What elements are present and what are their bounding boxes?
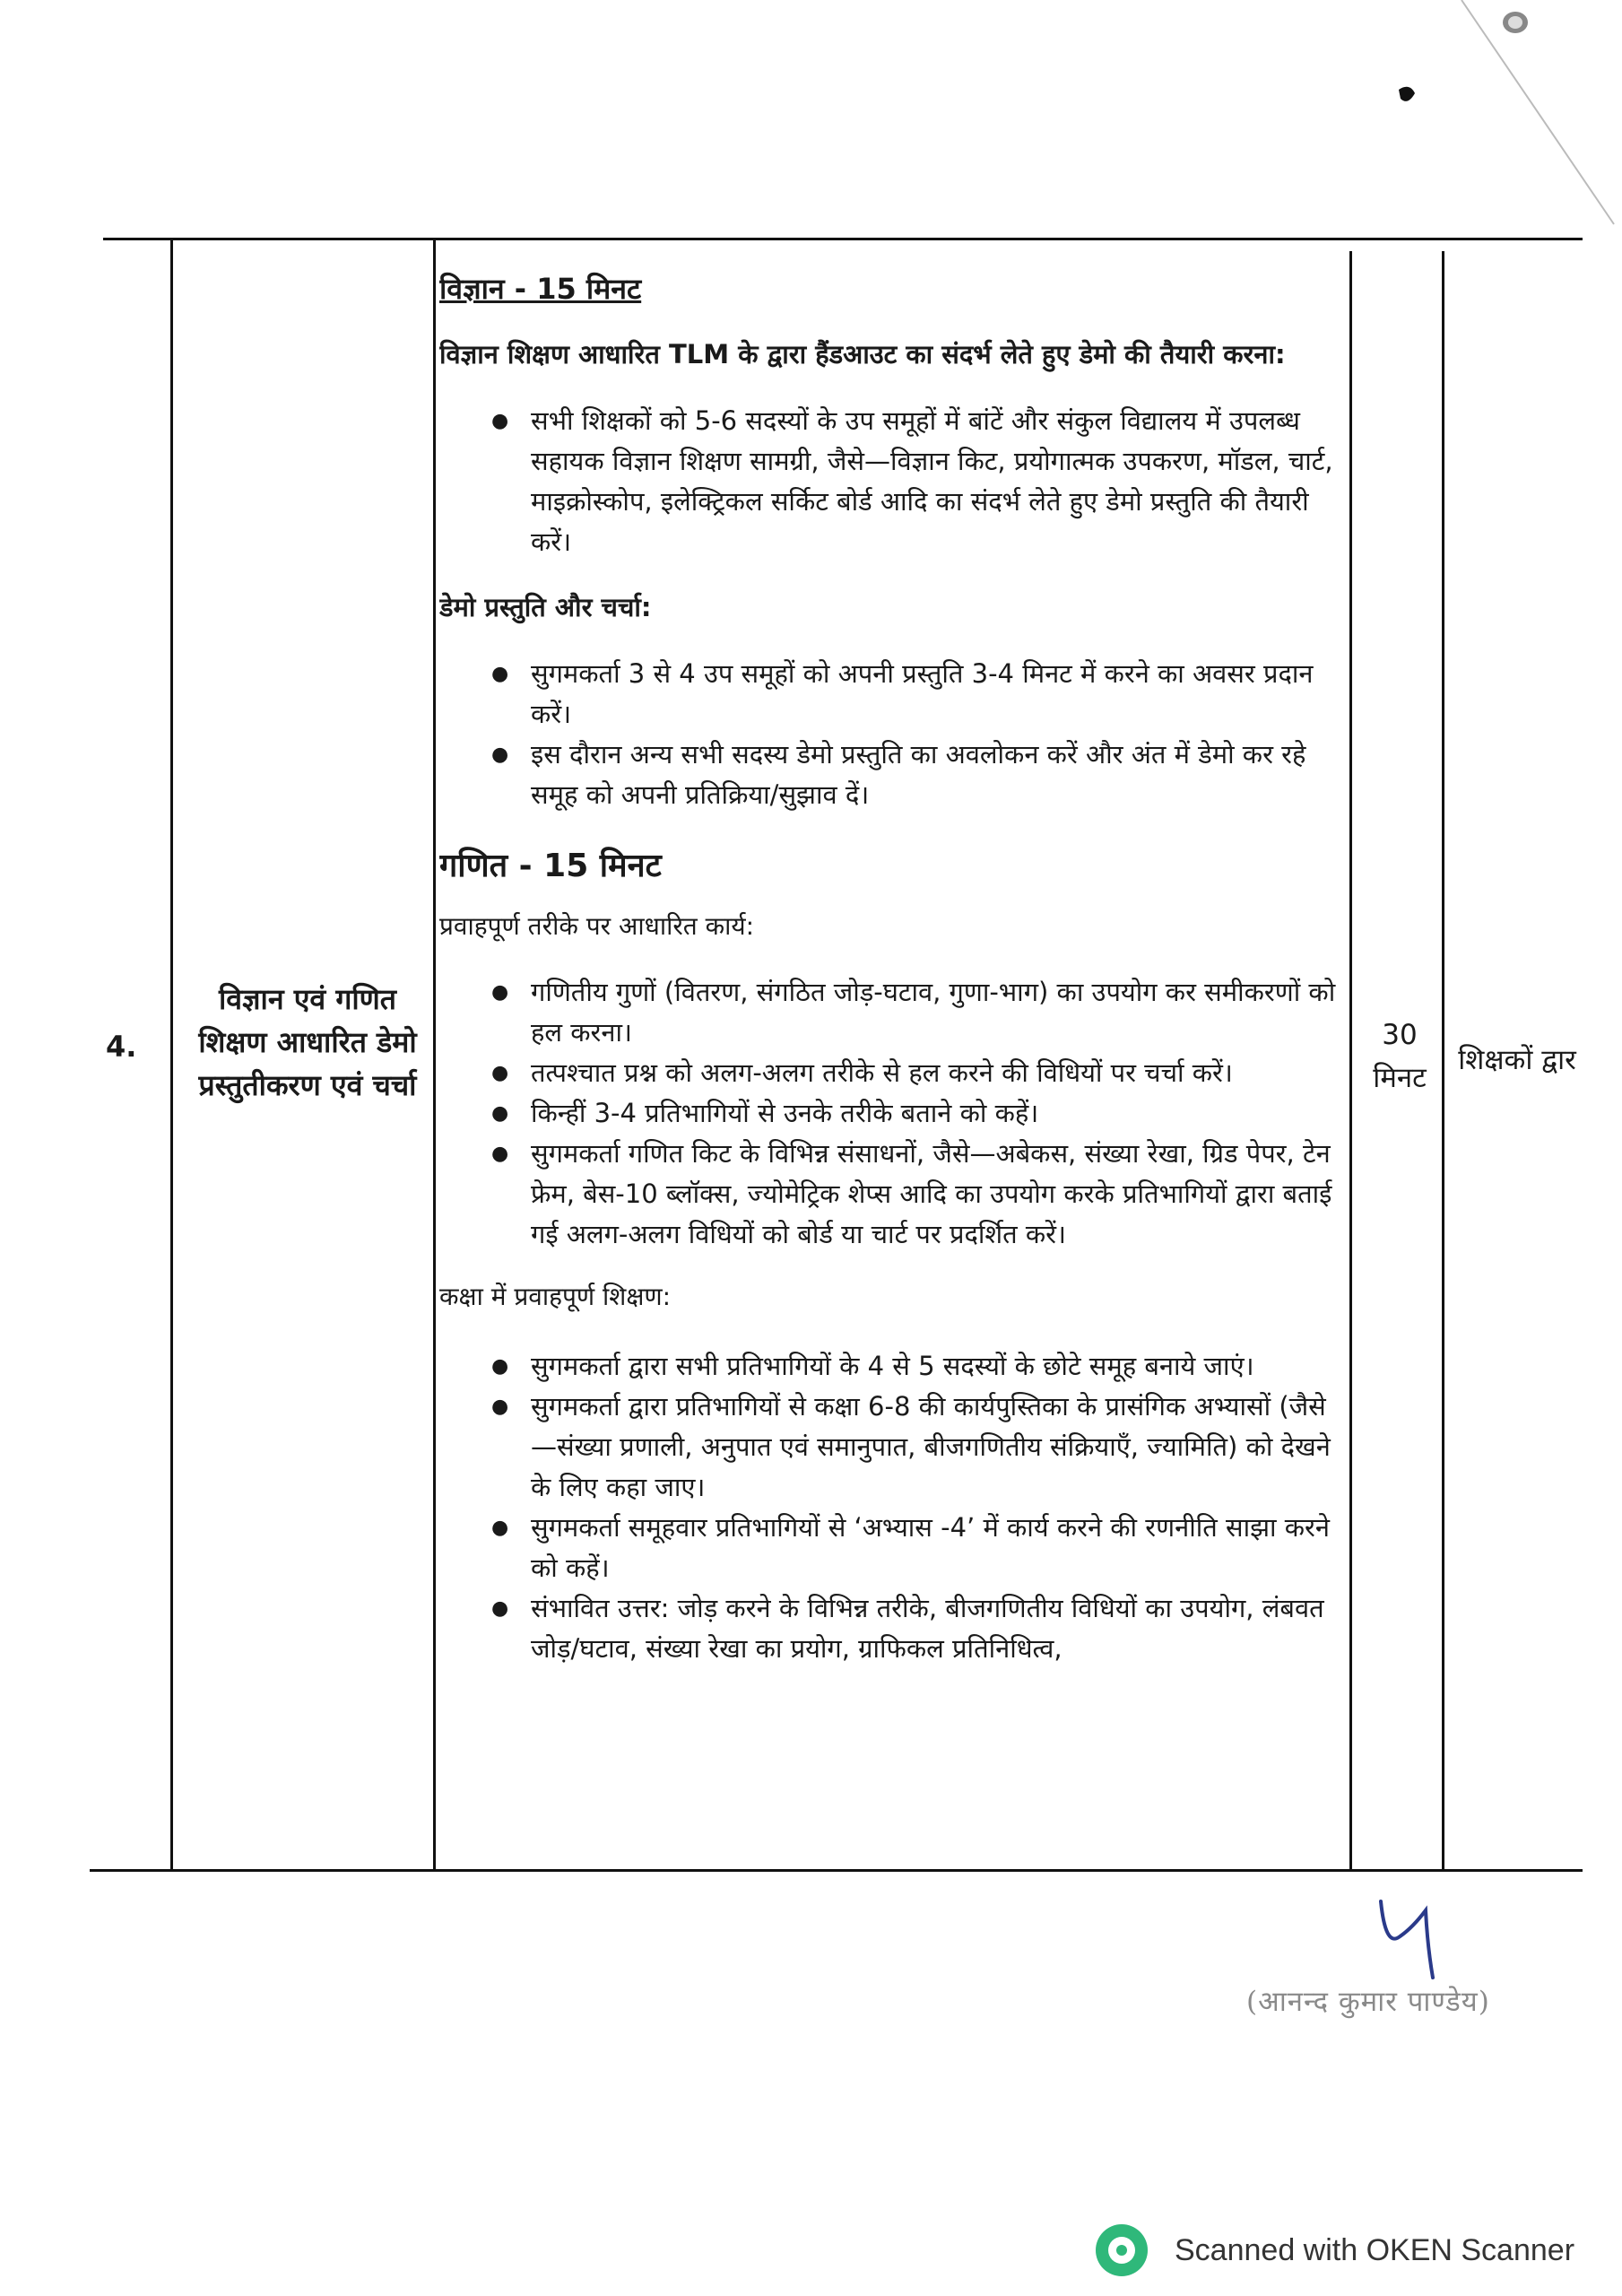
science-heading: विज्ञान - 15 मिनट <box>439 272 642 306</box>
row-number: 4. <box>106 1030 137 1064</box>
list-item: ● किन्हीं 3-4 प्रतिभागियों से उनके तरीके बताने को कहें। <box>439 1093 1345 1134</box>
scanner-watermark <box>1096 2224 1574 2276</box>
math-class-list <box>439 1346 1345 1669</box>
list-item: ● तत्पश्चात प्रश्न को अलग-अलग तरीके से हल करने की विधियों पर चर्चा करें। <box>439 1053 1345 1093</box>
list-item: ● सुगमकर्ता द्वारा सभी प्रतिभागियों के 4 से 5 सदस्यों के छोटे समूह बनाये जाएं। <box>439 1346 1345 1387</box>
list-item: ● सुगमकर्ता द्वारा प्रतिभागियों से कक्षा 6-8 की कार्यपुस्तिका के प्रासंगिक अभ्यासों (जैसे—संख्या प्रणाली, अनुपात एवं समानुपात, बीजगणितीय संक्रियाएँ, ज्यामिति) को देखने के लिए कहा जाए। <box>439 1387 1345 1508</box>
math-flow-list <box>439 972 1345 1255</box>
scan-artifact-marks <box>1345 0 1622 287</box>
scanner-label: Scanned with OKEN Scanner <box>1175 2232 1575 2267</box>
math-flow-title: प्रवाहपूर्ण तरीके पर आधारित कार्य: <box>439 911 755 941</box>
responsibility-cell: शिक्षकों द्वार <box>1458 1044 1576 1076</box>
science-demo-title: डेमो प्रस्तुति और चर्चा: <box>439 592 652 622</box>
science-demo-list <box>439 654 1345 815</box>
list-item: ● गणितीय गुणों (वितरण, संगठित जोड़-घटाव, गुणा-भाग) का उपयोग कर समीकरणों को हल करना। <box>439 972 1345 1053</box>
table-bottom-border <box>90 1869 1583 1872</box>
list-item: ● सुगमकर्ता गणित किट के विभिन्न संसाधनों, जैसे—अबेकस, संख्या रेखा, ग्रिड पेपर, टेन फ्रेम, बेस-10 ब्लॉक्स, ज्योमेट्रिक शेप्स आदि का उपयोग करके प्रतिभागियों द्वारा बताई गई अलग-अलग विधियों को बोर्ड या चार्ट पर प्रदर्शित करें। <box>439 1134 1345 1255</box>
list-item: ● संभावित उत्तर: जोड़ करने के विभिन्न तरीके, बीजगणितीय विधियों का उपयोग, लंबवत जोड़/घटाव, संख्या रेखा का प्रयोग, ग्राफिकल प्रतिनिधित्व, <box>439 1588 1345 1669</box>
table-col-divider-1 <box>170 238 173 1870</box>
topic-line: प्रस्तुतीकरण एवं चर्चा <box>198 1068 417 1102</box>
time-unit: मिनट <box>1373 1062 1427 1094</box>
activity-content <box>439 269 1345 1866</box>
science-task-list <box>439 401 1345 562</box>
math-class-title: कक्षा में प्रवाहपूर्ण शिक्षण: <box>439 1282 672 1311</box>
math-heading: गणित - 15 मिनट <box>439 848 662 884</box>
table-col-divider-3 <box>1349 251 1352 1870</box>
signature-mark <box>1363 1883 1470 1982</box>
scanner-logo-icon <box>1096 2224 1148 2276</box>
list-item: ● सुगमकर्ता समूहवार प्रतिभागियों से ‘अभ्यास -4’ में कार्य करने की रणनीति साझा करने को कहें। <box>439 1508 1345 1588</box>
list-item: ● इस दौरान अन्य सभी सदस्य डेमो प्रस्तुति का अवलोकन करें और अंत में डेमो कर रहे समूह को अपनी प्रतिक्रिया/सुझाव दें। <box>439 735 1345 815</box>
table-top-border <box>103 238 1583 240</box>
time-cell <box>1356 1013 1444 1100</box>
list-item: ● सभी शिक्षकों को 5-6 सदस्यों के उप समूहों में बांटें और संकुल विद्यालय में उपलब्ध सहायक विज्ञान शिक्षण सामग्री, जैसे—विज्ञान किट, प्रयोगात्मक उपकरण, मॉडल, चार्ट, माइक्रोस्कोप, इलेक्ट्रिकल सर्किट बोर्ड आदि का संदर्भ लेते हुए डेमो प्रस्तुति की तैयारी करें। <box>439 401 1345 562</box>
topic-line: विज्ञान एवं गणित <box>218 982 397 1016</box>
topic-line: शिक्षण आधारित डेमो <box>198 1025 417 1059</box>
topic-cell <box>178 978 438 1107</box>
science-task-title: विज्ञान शिक्षण आधारित TLM के द्वारा हैंडआउट का संदर्भ लेते हुए डेमो की तैयारी करना: <box>439 339 1286 370</box>
signature-name: (आनन्द कुमार पाण्डेय) <box>1246 1986 1490 2018</box>
time-value: 30 <box>1382 1019 1418 1051</box>
list-item: ● सुगमकर्ता 3 से 4 उप समूहों को अपनी प्रस्तुति 3-4 मिनट में करने का अवसर प्रदान करें। <box>439 654 1345 735</box>
